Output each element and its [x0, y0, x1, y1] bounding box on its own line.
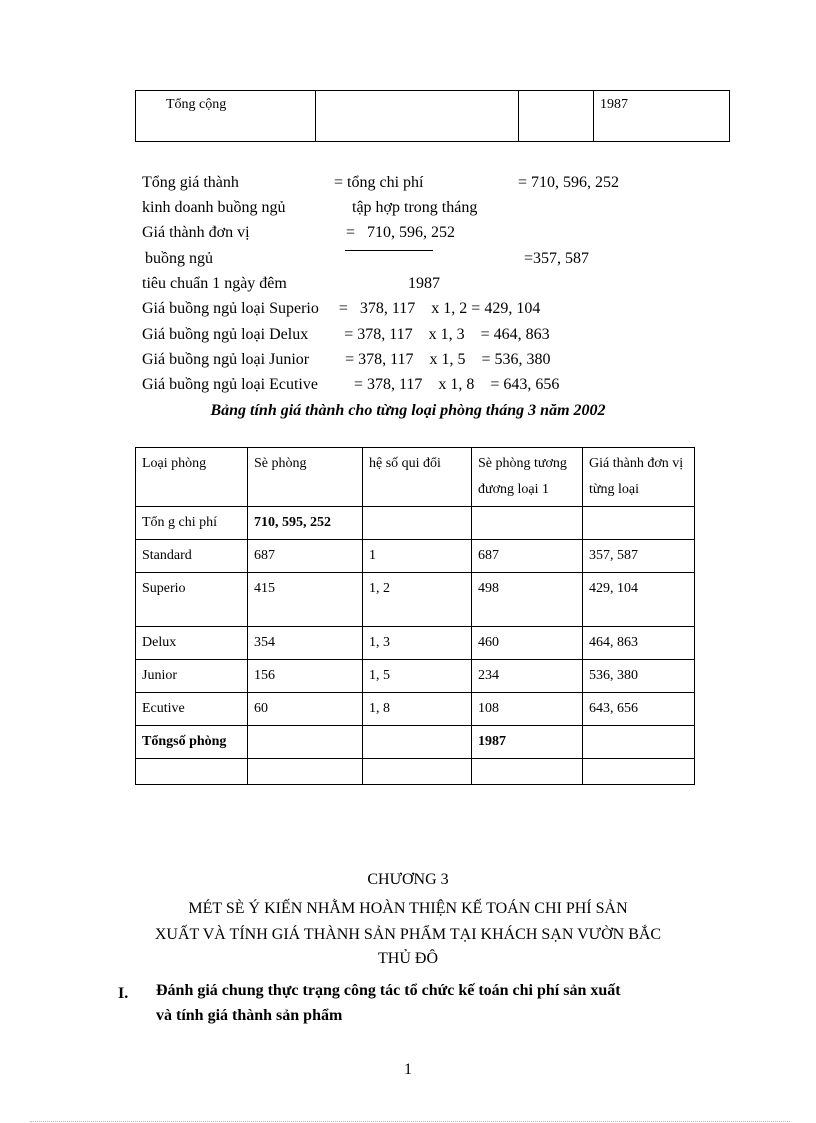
- table-cell: [583, 507, 695, 540]
- table-cell: Tổn g chi phí: [136, 507, 248, 540]
- table-cell: [316, 91, 519, 142]
- table-cell: 1, 5: [363, 660, 472, 693]
- table-row: [136, 627, 695, 660]
- chapter-number: CHƯƠNG 3: [367, 871, 449, 888]
- total-value: 1987: [594, 91, 730, 142]
- table-cell: 60: [248, 693, 363, 726]
- table-cell: 357, 587: [583, 540, 695, 573]
- table-cell: 1, 8: [363, 693, 472, 726]
- table-row: [136, 726, 695, 759]
- table-cell: 460: [472, 627, 583, 660]
- table-cell: [363, 726, 472, 759]
- table-header-row: [136, 448, 695, 507]
- formula-text: Giá buồng ngủ loại Ecutive = 378, 117 x 1, 8 = 643, 656: [142, 376, 560, 393]
- table-cell: Superio: [136, 573, 248, 627]
- table-cell: [583, 759, 695, 785]
- column-header: Giá thành đơn vị từng loại: [583, 448, 695, 507]
- table-cell: 156: [248, 660, 363, 693]
- table-row: [136, 693, 695, 726]
- formula-text: tiêu chuẩn 1 ngày đêm: [142, 275, 287, 292]
- table-cell: 429, 104: [583, 573, 695, 627]
- formula-text: Giá buồng ngủ loại Superio = 378, 117 x 1, 2 = 429, 104: [142, 300, 541, 317]
- formula-text: buồng ngủ: [145, 250, 213, 267]
- table-cell: Junior: [136, 660, 248, 693]
- table-row: [136, 91, 730, 142]
- table-cell: 1: [363, 540, 472, 573]
- table-cell: Standard: [136, 540, 248, 573]
- table-row: [136, 759, 695, 785]
- table-cell: 498: [472, 573, 583, 627]
- table-cell: [519, 91, 594, 142]
- section-title: và tính giá thành sản phẩm: [156, 1007, 343, 1024]
- chapter-title-line: THỦ ĐÔ: [378, 950, 438, 967]
- fraction-line: [345, 250, 433, 251]
- table-row: [136, 660, 695, 693]
- table-cell: [472, 507, 583, 540]
- formula-text: Giá thành đơn vị: [142, 224, 250, 241]
- formula-text: 1987: [408, 275, 440, 292]
- formula-text: tập hợp trong tháng: [352, 199, 478, 216]
- table-cell: 108: [472, 693, 583, 726]
- column-header: hệ số qui đổi: [363, 448, 472, 507]
- table-cell: 464, 863: [583, 627, 695, 660]
- table-cell: Ecutive: [136, 693, 248, 726]
- table-cell: Tổngsố phòng: [136, 726, 248, 759]
- table-cell: [363, 759, 472, 785]
- formula-text: kinh doanh buồng ngủ: [142, 199, 286, 216]
- formula-text: =357, 587: [524, 250, 590, 267]
- table-cell: 687: [472, 540, 583, 573]
- table-cell: 234: [472, 660, 583, 693]
- formula-text: Giá buồng ngủ loại Delux = 378, 117 x 1, 3 = 464, 863: [142, 326, 550, 343]
- page-number: 1: [404, 1061, 412, 1078]
- column-header: Sè phòng tương đương loại 1: [472, 448, 583, 507]
- table-cell: [363, 507, 472, 540]
- table-row: [136, 507, 695, 540]
- table-cell: [136, 759, 248, 785]
- chapter-title-line: XUẤT VÀ TÍNH GIÁ THÀNH SẢN PHẨM TẠI KHÁCH SẠN VƯỜN BẮC: [154, 926, 662, 943]
- table-cell: 643, 656: [583, 693, 695, 726]
- table-cell: [583, 726, 695, 759]
- table-cell: 1, 3: [363, 627, 472, 660]
- table-cell: Delux: [136, 627, 248, 660]
- table-row: [136, 540, 695, 573]
- table-cell: 536, 380: [583, 660, 695, 693]
- section-title: Đánh giá chung thực trạng công tác tổ chức kế toán chi phí sản xuất: [156, 982, 621, 999]
- total-label: Tổng cộng: [136, 91, 316, 142]
- cost-table: [135, 447, 695, 785]
- page-bottom-rule: [30, 1121, 790, 1122]
- formula-text: = tổng chi phí: [334, 174, 424, 191]
- table-cell: [248, 726, 363, 759]
- table-caption: Bảng tính giá thành cho từng loại phòng tháng 3 năm 2002: [210, 402, 606, 419]
- table-cell: 354: [248, 627, 363, 660]
- formula-text: Giá buồng ngủ loại Junior = 378, 117 x 1, 5 = 536, 380: [142, 351, 551, 368]
- formula-text: Tổng giá thành: [142, 174, 239, 191]
- table-cell: [248, 759, 363, 785]
- table-row: [136, 573, 695, 627]
- table-cell: [472, 759, 583, 785]
- table-cell: 1987: [472, 726, 583, 759]
- formula-text: = 710, 596, 252: [518, 174, 620, 191]
- table-cell: 687: [248, 540, 363, 573]
- table-cell: 710, 595, 252: [248, 507, 363, 540]
- table-cell: 1, 2: [363, 573, 472, 627]
- column-header: Loại phòng: [136, 448, 248, 507]
- section-numeral: I.: [118, 985, 129, 1002]
- chapter-title-line: MÉT SÈ Ý KIẾN NHẰM HOÀN THIỆN KẾ TOÁN CHI PHÍ SẢN: [188, 900, 628, 917]
- column-header: Sè phòng: [248, 448, 363, 507]
- total-summary-table: [135, 90, 730, 142]
- formula-text: = 710, 596, 252: [346, 224, 456, 241]
- table-cell: 415: [248, 573, 363, 627]
